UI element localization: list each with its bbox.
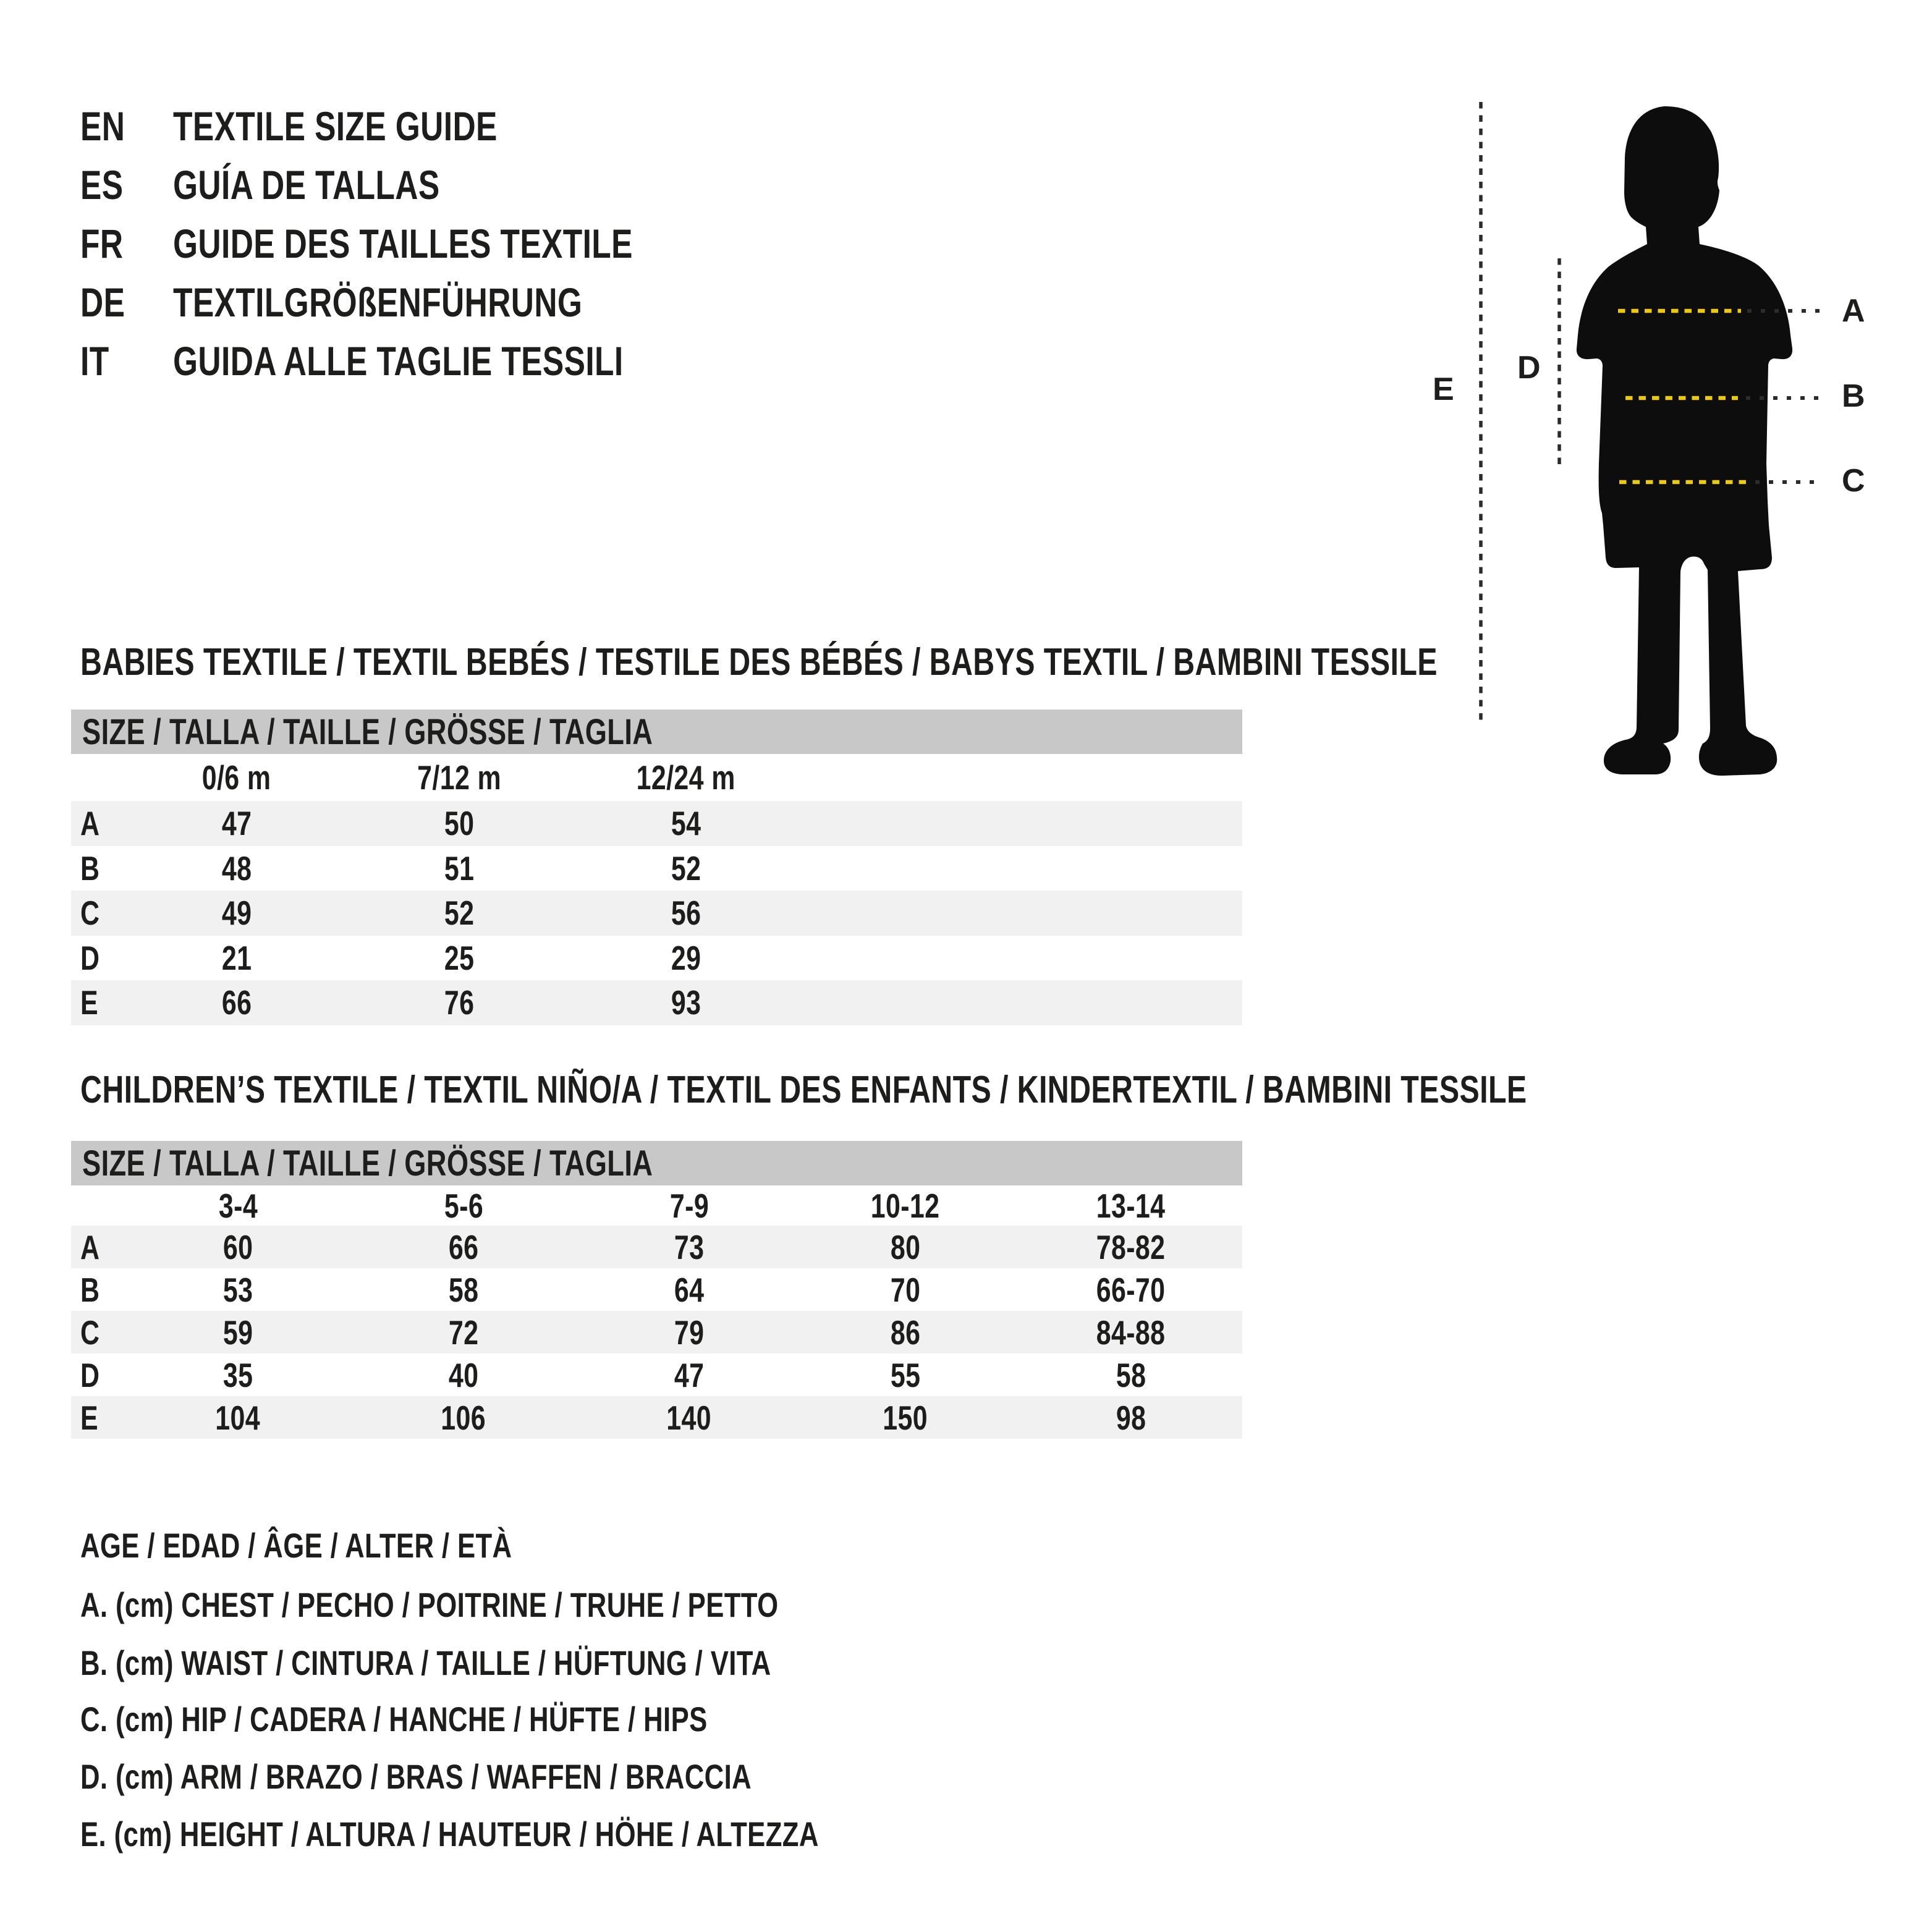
- table-cell: [819, 1226, 992, 1268]
- cell-text: 40: [448, 1355, 479, 1394]
- measure-label-e: E: [1433, 371, 1454, 407]
- column-header-text: 12/24 m: [636, 758, 736, 797]
- language-code: [80, 161, 173, 208]
- cell-text: 21: [221, 938, 252, 977]
- table-cell: [603, 1226, 776, 1268]
- table-cell: [600, 936, 773, 981]
- row-label: [80, 1311, 105, 1354]
- cell-text: 79: [674, 1313, 705, 1352]
- row-label: [80, 1354, 105, 1396]
- table-cell: [819, 1311, 992, 1354]
- column-header-row: [71, 754, 1242, 801]
- table-cell: [603, 1396, 776, 1439]
- cell-text: 25: [444, 938, 475, 977]
- language-label-text: TEXTILGRÖßENFÜHRUNG: [173, 279, 583, 325]
- row-label: [80, 980, 103, 1025]
- babies-size-table: [71, 710, 1242, 1025]
- table-row-b: [71, 1268, 1242, 1311]
- language-label: [173, 279, 698, 326]
- table-cell: [603, 1354, 776, 1396]
- measure-label-a: A: [1842, 293, 1865, 329]
- column-header: [151, 1185, 324, 1226]
- table-cell: [150, 801, 323, 846]
- table-cell: [1044, 1396, 1218, 1439]
- legend-waist-line: [80, 1644, 966, 1681]
- table-cell: [373, 980, 546, 1025]
- table-row-e: [71, 980, 1242, 1025]
- language-row-fr: [80, 214, 763, 273]
- size-header-text: SIZE / TALLA / TAILLE / GRÖSSE / TAGLIA: [82, 1143, 653, 1184]
- row-label-text: A: [80, 1227, 100, 1266]
- column-header-text: 7/12 m: [417, 758, 501, 797]
- language-label: [173, 103, 589, 150]
- cell-text: 150: [883, 1398, 928, 1437]
- language-label-text: GUÍA DE TALLAS: [173, 161, 440, 208]
- table-cell: [151, 1268, 324, 1311]
- table-row-d: [71, 936, 1242, 981]
- legend-age-line: [80, 1527, 634, 1564]
- cell-text: 104: [215, 1398, 261, 1437]
- table-cell: [600, 801, 773, 846]
- row-label: [80, 891, 105, 936]
- table-cell: [1044, 1311, 1218, 1354]
- table-cell: [1044, 1226, 1218, 1268]
- table-cell: [603, 1268, 776, 1311]
- language-code-text: ES: [80, 161, 124, 208]
- row-label-text: E: [80, 1398, 99, 1437]
- column-header: [600, 754, 773, 801]
- table-cell: [150, 980, 323, 1025]
- babies-heading-text: BABIES TEXTILE / TEXTIL BEBÉS / TESTILE DES BÉBÉS / BABYS TEXTIL / BAMBINI TESSILE: [80, 640, 1438, 684]
- row-label: [80, 846, 105, 891]
- column-header-row: [71, 1185, 1242, 1226]
- size-header-text: SIZE / TALLA / TAILLE / GRÖSSE / TAGLIA: [82, 711, 653, 752]
- table-cell: [377, 1226, 550, 1268]
- table-cell: [600, 980, 773, 1025]
- legend-text: AGE / EDAD / ÂGE / ALTER / ETÀ: [80, 1525, 512, 1565]
- cell-text: 106: [441, 1398, 486, 1437]
- table-row-a: [71, 801, 1242, 846]
- children-heading-text: CHILDREN’S TEXTILE / TEXTIL NIÑO/A / TEXTIL DES ENFANTS / KINDERTEXTIL / BAMBINI TESSILE: [80, 1068, 1527, 1111]
- language-code: [80, 103, 173, 150]
- column-header-text: 5-6: [444, 1186, 483, 1225]
- language-label: [173, 220, 763, 267]
- cell-text: 98: [1116, 1398, 1146, 1437]
- column-header: [603, 1185, 776, 1226]
- language-row-de: [80, 273, 763, 331]
- language-code: [80, 220, 173, 267]
- legend-text: E. (cm) HEIGHT / ALTURA / HAUTEUR / HÖHE / ALTEZZA: [80, 1814, 819, 1854]
- column-header-text: 13-14: [1096, 1186, 1166, 1225]
- cell-text: 53: [222, 1270, 253, 1309]
- measure-label-d: D: [1517, 350, 1541, 386]
- cell-text: 86: [890, 1313, 921, 1352]
- cell-text: 78-82: [1096, 1227, 1166, 1266]
- table-cell: [150, 846, 323, 891]
- cell-text: 60: [222, 1227, 253, 1266]
- table-row-a: [71, 1226, 1242, 1268]
- table-row-e: [71, 1396, 1242, 1439]
- legend-text: C. (cm) HIP / CADERA / HANCHE / HÜFTE / HIPS: [80, 1699, 708, 1739]
- cell-text: 35: [222, 1355, 253, 1394]
- table-cell: [150, 936, 323, 981]
- table-cell: [1044, 1354, 1218, 1396]
- language-title-block: [80, 96, 763, 390]
- language-code-text: FR: [80, 220, 124, 266]
- table-cell: [150, 891, 323, 936]
- language-label-text: GUIDA ALLE TAGLIE TESSILI: [173, 337, 624, 384]
- cell-text: 47: [674, 1355, 705, 1394]
- language-code-text: DE: [80, 279, 125, 325]
- cell-text: 55: [890, 1355, 921, 1394]
- cell-text: 140: [666, 1398, 712, 1437]
- cell-text: 56: [671, 894, 701, 933]
- table-cell: [600, 846, 773, 891]
- cell-text: 66: [221, 983, 252, 1022]
- table-cell: [377, 1311, 550, 1354]
- language-label: [173, 161, 515, 208]
- cell-text: 58: [448, 1270, 479, 1309]
- legend-text: B. (cm) WAIST / CINTURA / TAILLE / HÜFTUNG / VITA: [80, 1643, 771, 1682]
- language-row-es: [80, 155, 763, 214]
- table-cell: [600, 891, 773, 936]
- legend-arm-line: [80, 1758, 941, 1795]
- measure-label-c: C: [1842, 463, 1865, 499]
- table-cell: [151, 1226, 324, 1268]
- cell-text: 59: [222, 1313, 253, 1352]
- table-cell: [603, 1311, 776, 1354]
- legend-hip-line: [80, 1700, 884, 1737]
- language-row-en: [80, 96, 763, 155]
- children-size-table: [71, 1141, 1242, 1439]
- column-header-text: 0/6 m: [202, 758, 271, 797]
- table-cell: [151, 1311, 324, 1354]
- measure-label-b: B: [1842, 378, 1865, 414]
- row-label: [80, 1268, 105, 1311]
- row-label: [80, 936, 105, 981]
- size-header-bar: [71, 710, 1242, 754]
- children-section-heading: [80, 1070, 1932, 1109]
- cell-text: 64: [674, 1270, 705, 1309]
- row-label: [80, 801, 105, 846]
- column-header: [373, 754, 546, 801]
- cell-text: 50: [444, 804, 475, 843]
- column-header: [819, 1185, 992, 1226]
- legend-chest-line: [80, 1586, 975, 1623]
- table-row-c: [71, 1311, 1242, 1354]
- row-label-text: B: [80, 1270, 100, 1309]
- language-label-text: GUIDE DES TAILLES TEXTILE: [173, 220, 633, 266]
- table-cell: [373, 936, 546, 981]
- column-header: [150, 754, 323, 801]
- language-row-it: [80, 331, 763, 390]
- language-label: [173, 337, 750, 384]
- row-label-text: C: [80, 894, 100, 933]
- table-cell: [377, 1268, 550, 1311]
- table-cell: [377, 1354, 550, 1396]
- cell-text: 47: [221, 804, 252, 843]
- table-cell: [819, 1268, 992, 1311]
- table-cell: [373, 891, 546, 936]
- language-code: [80, 279, 173, 326]
- language-code-text: IT: [80, 337, 109, 384]
- babies-section-heading: [80, 642, 1820, 682]
- row-label-text: B: [80, 849, 100, 888]
- column-header-text: 7-9: [669, 1186, 709, 1225]
- cell-text: 48: [221, 849, 252, 888]
- cell-text: 93: [671, 983, 701, 1022]
- row-label: [80, 1226, 105, 1268]
- column-header: [377, 1185, 550, 1226]
- language-label-text: TEXTILE SIZE GUIDE: [173, 103, 498, 149]
- size-header-bar: [71, 1141, 1242, 1185]
- language-code: [80, 337, 173, 384]
- table-cell: [151, 1354, 324, 1396]
- cell-text: 52: [671, 849, 701, 888]
- cell-text: 66: [448, 1227, 479, 1266]
- cell-text: 58: [1116, 1355, 1146, 1394]
- table-cell: [1044, 1268, 1218, 1311]
- row-label-text: A: [80, 804, 100, 843]
- table-cell: [373, 801, 546, 846]
- cell-text: 29: [671, 938, 701, 977]
- cell-text: 49: [221, 894, 252, 933]
- cell-text: 54: [671, 804, 701, 843]
- table-cell: [819, 1354, 992, 1396]
- cell-text: 84-88: [1096, 1313, 1166, 1352]
- table-cell: [377, 1396, 550, 1439]
- row-label-text: E: [80, 983, 99, 1022]
- row-label-text: C: [80, 1313, 100, 1352]
- legend-text: D. (cm) ARM / BRAZO / BRAS / WAFFEN / BRACCIA: [80, 1756, 752, 1796]
- row-label-text: D: [80, 1355, 100, 1394]
- cell-text: 66-70: [1096, 1270, 1166, 1309]
- cell-text: 52: [444, 894, 475, 933]
- cell-text: 72: [448, 1313, 479, 1352]
- row-label-text: D: [80, 938, 100, 977]
- column-header-text: 3-4: [218, 1186, 258, 1225]
- table-cell: [373, 846, 546, 891]
- table-cell: [151, 1396, 324, 1439]
- legend-text: A. (cm) CHEST / PECHO / POITRINE / TRUHE / PETTO: [80, 1585, 779, 1624]
- cell-text: 73: [674, 1227, 705, 1266]
- language-code-text: EN: [80, 103, 125, 149]
- table-row-d: [71, 1354, 1242, 1396]
- table-cell: [819, 1396, 992, 1439]
- cell-text: 70: [890, 1270, 921, 1309]
- table-row-b: [71, 846, 1242, 891]
- cell-text: 80: [890, 1227, 921, 1266]
- cell-text: 76: [444, 983, 475, 1022]
- row-label: [80, 1396, 103, 1439]
- column-header-text: 10-12: [871, 1186, 940, 1225]
- legend-height-line: [80, 1815, 1027, 1852]
- table-row-c: [71, 891, 1242, 936]
- cell-text: 51: [444, 849, 475, 888]
- column-header: [1044, 1185, 1218, 1226]
